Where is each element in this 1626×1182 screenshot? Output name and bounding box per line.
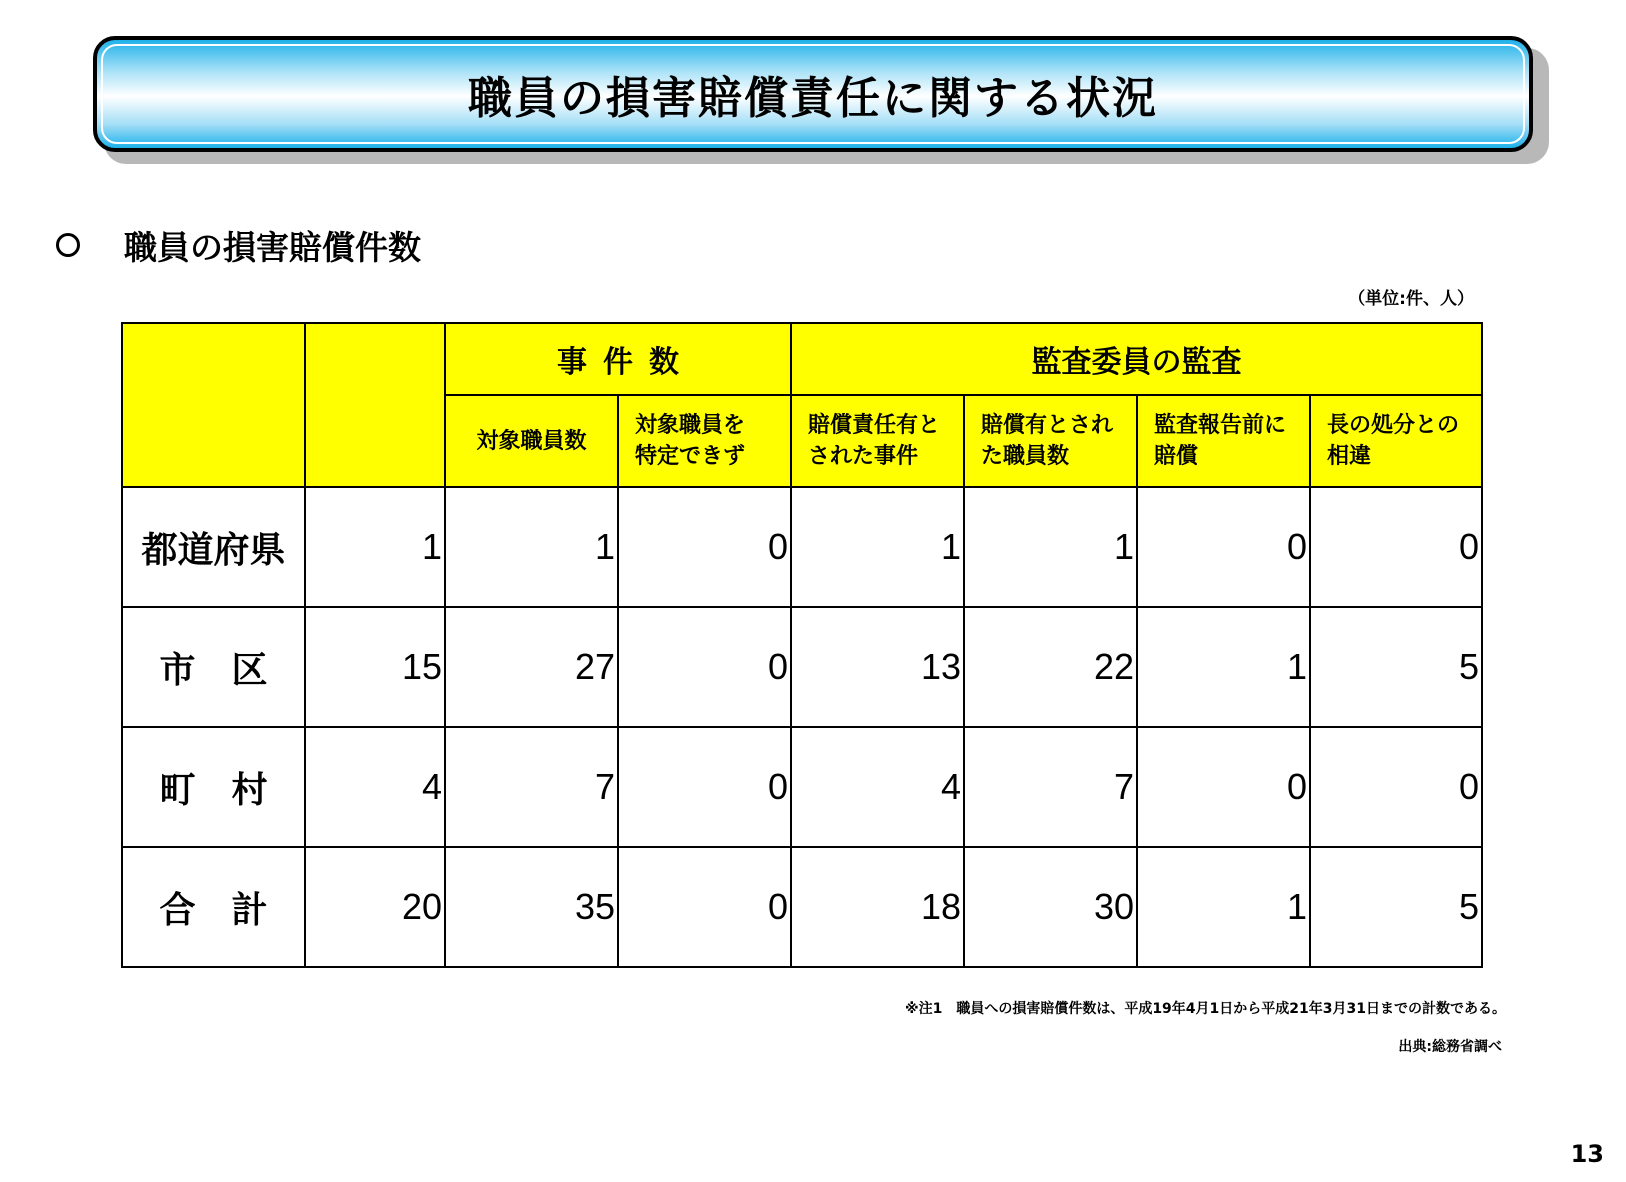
table-cell [618,847,791,967]
cell-value: 30 [1093,886,1134,927]
unit-note: （単位:件、人） [1348,289,1474,309]
table-row [122,607,1482,727]
page-number: 13 [1570,1140,1604,1168]
header-sub-line: 対象職員を [635,413,746,438]
header-sub-line: 相違 [1327,444,1372,469]
table-cell [1310,847,1482,967]
cell-value: 0 [1458,766,1479,807]
row-label: 町 村 [122,727,305,847]
cell-value: 0 [767,646,788,687]
table-cell [1310,487,1482,607]
footnote: ※注1 職員への損害賠償件数は、平成19年4月1日から平成21年3月31日までの計数である。 [904,1001,1506,1017]
header-sub-line: 賠償 [1154,444,1199,469]
cell-value: 0 [1286,526,1307,567]
header-sub-cell [1137,395,1310,487]
table-cell [305,727,445,847]
cell-value: 5 [1458,886,1479,927]
cell-value: 0 [1458,526,1479,567]
cell-value: 15 [401,646,442,687]
table-cell [618,727,791,847]
table-cell [618,487,791,607]
header-sub-cell [618,395,791,487]
table-cell [1137,727,1310,847]
table-cell [1310,727,1482,847]
cell-value: 0 [767,766,788,807]
table-cell [305,487,445,607]
table-cell [305,847,445,967]
table-cell [964,727,1137,847]
table-cell [445,487,618,607]
row-label: 都道府県 [122,487,305,607]
table-cell [618,607,791,727]
header-cases-spacer [305,323,445,395]
cell-value: 1 [1286,646,1307,687]
header-corner-cell [122,323,305,487]
cell-value: 27 [574,646,615,687]
table-cell [445,727,618,847]
section-label: 職員の損害賠償件数 [124,227,421,267]
cell-value: 1 [1286,886,1307,927]
table-cell [791,607,964,727]
source-note: 出典:総務省調べ [1398,1039,1502,1055]
cell-value: 13 [920,646,961,687]
cell-value: 4 [421,766,442,807]
circle-icon [56,233,80,257]
header-sub-cell [964,395,1137,487]
table-row [122,847,1482,967]
header-sub-cell [445,395,618,487]
table-cell [1137,847,1310,967]
cell-value: 1 [940,526,961,567]
cell-value: 22 [1093,646,1134,687]
header-sub-line: 対象職員数 [476,428,587,454]
header-sub-line: された事件 [808,444,919,469]
cell-value: 1 [1113,526,1134,567]
table-row [122,727,1482,847]
cell-value: 5 [1458,646,1479,687]
row-label: 市 区 [122,607,305,727]
table-cell [964,607,1137,727]
table-cell [964,847,1137,967]
header-sub-line: た職員数 [981,444,1070,469]
header-sub-line: 賠償責任有と [808,413,941,438]
header-sub-line: 長の処分との [1327,413,1460,438]
row-label: 合 計 [122,847,305,967]
table-cell [791,847,964,967]
cell-value: 35 [574,886,615,927]
cell-value: 0 [767,526,788,567]
table-cell [1137,487,1310,607]
cell-value: 7 [1113,766,1134,807]
cell-value: 0 [767,886,788,927]
cell-value: 4 [940,766,961,807]
table-cell [305,607,445,727]
header-sub-line: 特定できず [635,444,746,469]
table-cell [445,847,618,967]
cell-value: 7 [594,766,615,807]
section-heading [56,220,421,270]
page-title: 職員の損害賠償責任に関する状況 [468,73,1158,124]
header-sub-cell [791,395,964,487]
damage-compensation-table [121,322,1483,968]
table-cell [791,487,964,607]
header-group-cases: 事件数 [445,323,791,395]
table-cell [791,727,964,847]
table-cell [445,607,618,727]
cell-value: 0 [1286,766,1307,807]
table-cell [964,487,1137,607]
header-sub-line: 賠償有とされ [981,413,1114,438]
cell-value: 1 [594,526,615,567]
table-cell [1310,607,1482,727]
cell-value: 1 [421,526,442,567]
title-banner [93,36,1533,152]
table-row [122,487,1482,607]
title-banner-inner [101,44,1525,144]
header-sub-line: 監査報告前に [1154,413,1287,438]
header-group-audit: 監査委員の監査 [791,323,1482,395]
cell-value: 18 [920,886,961,927]
table-cell [1137,607,1310,727]
header-sub-cell [1310,395,1482,487]
header-cases-count-cell [305,395,445,487]
cell-value: 20 [401,886,442,927]
